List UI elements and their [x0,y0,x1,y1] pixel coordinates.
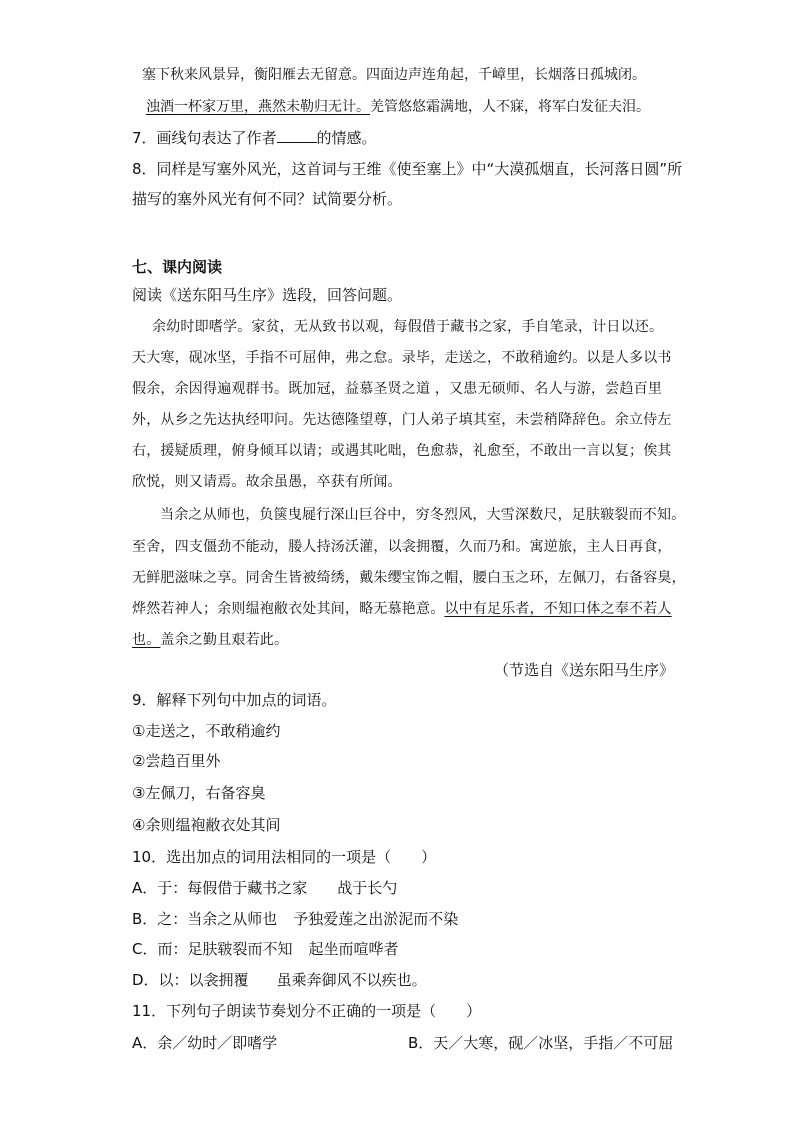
poem-underlined-sentence: 浊酒一杯家万里，燕然未勒归无计。 [146,99,370,115]
option-pair-text: 起坐而喧哗者 [308,940,399,958]
question-7-prefix: 7．画线句表达了作者 [132,129,277,147]
question-10-option-d [132,973,427,988]
option-pair-text: 虽乘奔御风不以疾也。 [276,971,427,989]
passage-underlined-text: 以中有足乐者，不知口体之奉不若人 [444,601,672,617]
passage-line: 至舍，四支僵劲不能动，媵人持汤沃灌，以衾拥覆，久而乃和。寓逆旅，主人日再食， [132,539,672,555]
poem-line-1: 塞下秋来风景异，衡阳雁去无留意。四面边声连角起，千嶂里，长烟落日孤城闭。 [142,67,646,83]
question-10-option-c [132,942,399,957]
option-text: D．以：以衾拥覆 [132,971,249,989]
passage-underlined-text: 也。 [132,632,161,648]
option-pair-text: 予独爱莲之出淤泥而不染 [293,910,459,928]
question-9-item: ④余则缊袍敝衣处其间 [132,816,281,834]
question-10-option-b [132,912,458,927]
section-title: 七、课内阅读 [132,258,223,276]
passage-line: 当余之从师也，负箧曳屣行深山巨谷中，穷冬烈风，大雪深数尺，足肤皲裂而不知。 [160,507,686,523]
question-11-option-a: A．余／幼时／即嗜学 [132,1034,278,1052]
passage-line: 右，援疑质理，俯身倾耳以请；或遇其叱咄，色愈恭，礼愈至，不敢出一言以复；俟其 [132,443,672,459]
answer-blank[interactable] [277,130,317,143]
question-7 [132,130,377,146]
passage-text: 盖余之勤且艰若此。 [160,632,289,648]
question-7-suffix: 的情感。 [316,129,377,147]
passage-line: 欣悦，则又请焉。故余虽愚，卒获有所闻。 [132,474,402,490]
section-intro: 阅读《送东阳马生序》选段，回答问题。 [132,286,403,304]
passage-source: （节选自《送东阳马生序》 [494,661,675,679]
option-text: C．而：足肤皲裂而不知 [132,940,293,958]
passage-line [132,633,288,647]
question-9-item: ①走送之，不敢稍逾约 [132,722,281,740]
poem-line-2-rest: 羌管悠悠霜满地，人不寐，将军白发征夫泪。 [370,99,650,115]
passage-line [132,602,672,616]
option-text: B．之：当余之从师也 [132,910,278,928]
option-text: A．于：每假借于藏书之家 [132,879,308,897]
question-9-stem: 9．解释下列句中加点的词语。 [132,691,337,709]
poem-line-2 [146,100,650,114]
passage-text: 烨然若神人；余则缊袍敝衣处其间，略无慕艳意。 [132,601,445,617]
question-8-line-1: 8．同样是写塞外风光，这首词与王维《使至塞上》中“大漠孤烟直，长河落日圆”所 [132,160,683,178]
question-8-line-2: 描写的塞外风光有何不同？试简要分析。 [132,190,403,208]
option-pair-text: 战于长勺 [337,879,398,897]
passage-line: 假余，余因得遍观群书。既加冠，益慕圣贤之道 ，又患无硕师、名人与游，尝趋百里 [132,381,663,397]
passage-line: 无鲜肥滋味之享。同舍生皆被绮绣，戴朱缨宝饰之帽，腰白玉之环，左佩刀，右备容臭， [132,570,686,586]
question-11-stem: 11．下列句子朗读节奏划分不正确的一项是（ ） [132,1002,482,1020]
passage-line: 余幼时即嗜学。家贫，无从致书以观，每假借于藏书之家，手自笔录，计日以还。 [152,319,664,335]
question-9-item: ③左佩刀，右备容臭 [132,784,266,802]
question-11-option-b: B．天／大寒，砚／冰坚，手指／不可屈 [408,1034,674,1052]
question-10-option-a [132,881,397,896]
question-9-item: ②尝趋百里外 [132,752,221,770]
passage-line: 天大寒，砚冰坚，手指不可屈伸，弗之怠。录毕，走送之，不敢稍逾约。以是人多以书 [132,350,672,366]
question-10-stem: 10．选出加点的词用法相同的一项是（ ） [132,848,437,866]
passage-line: 外，从乡之先达执经叩问。先达德隆望尊，门人弟子填其室，未尝稍降辞色。余立侍左 [132,412,672,428]
